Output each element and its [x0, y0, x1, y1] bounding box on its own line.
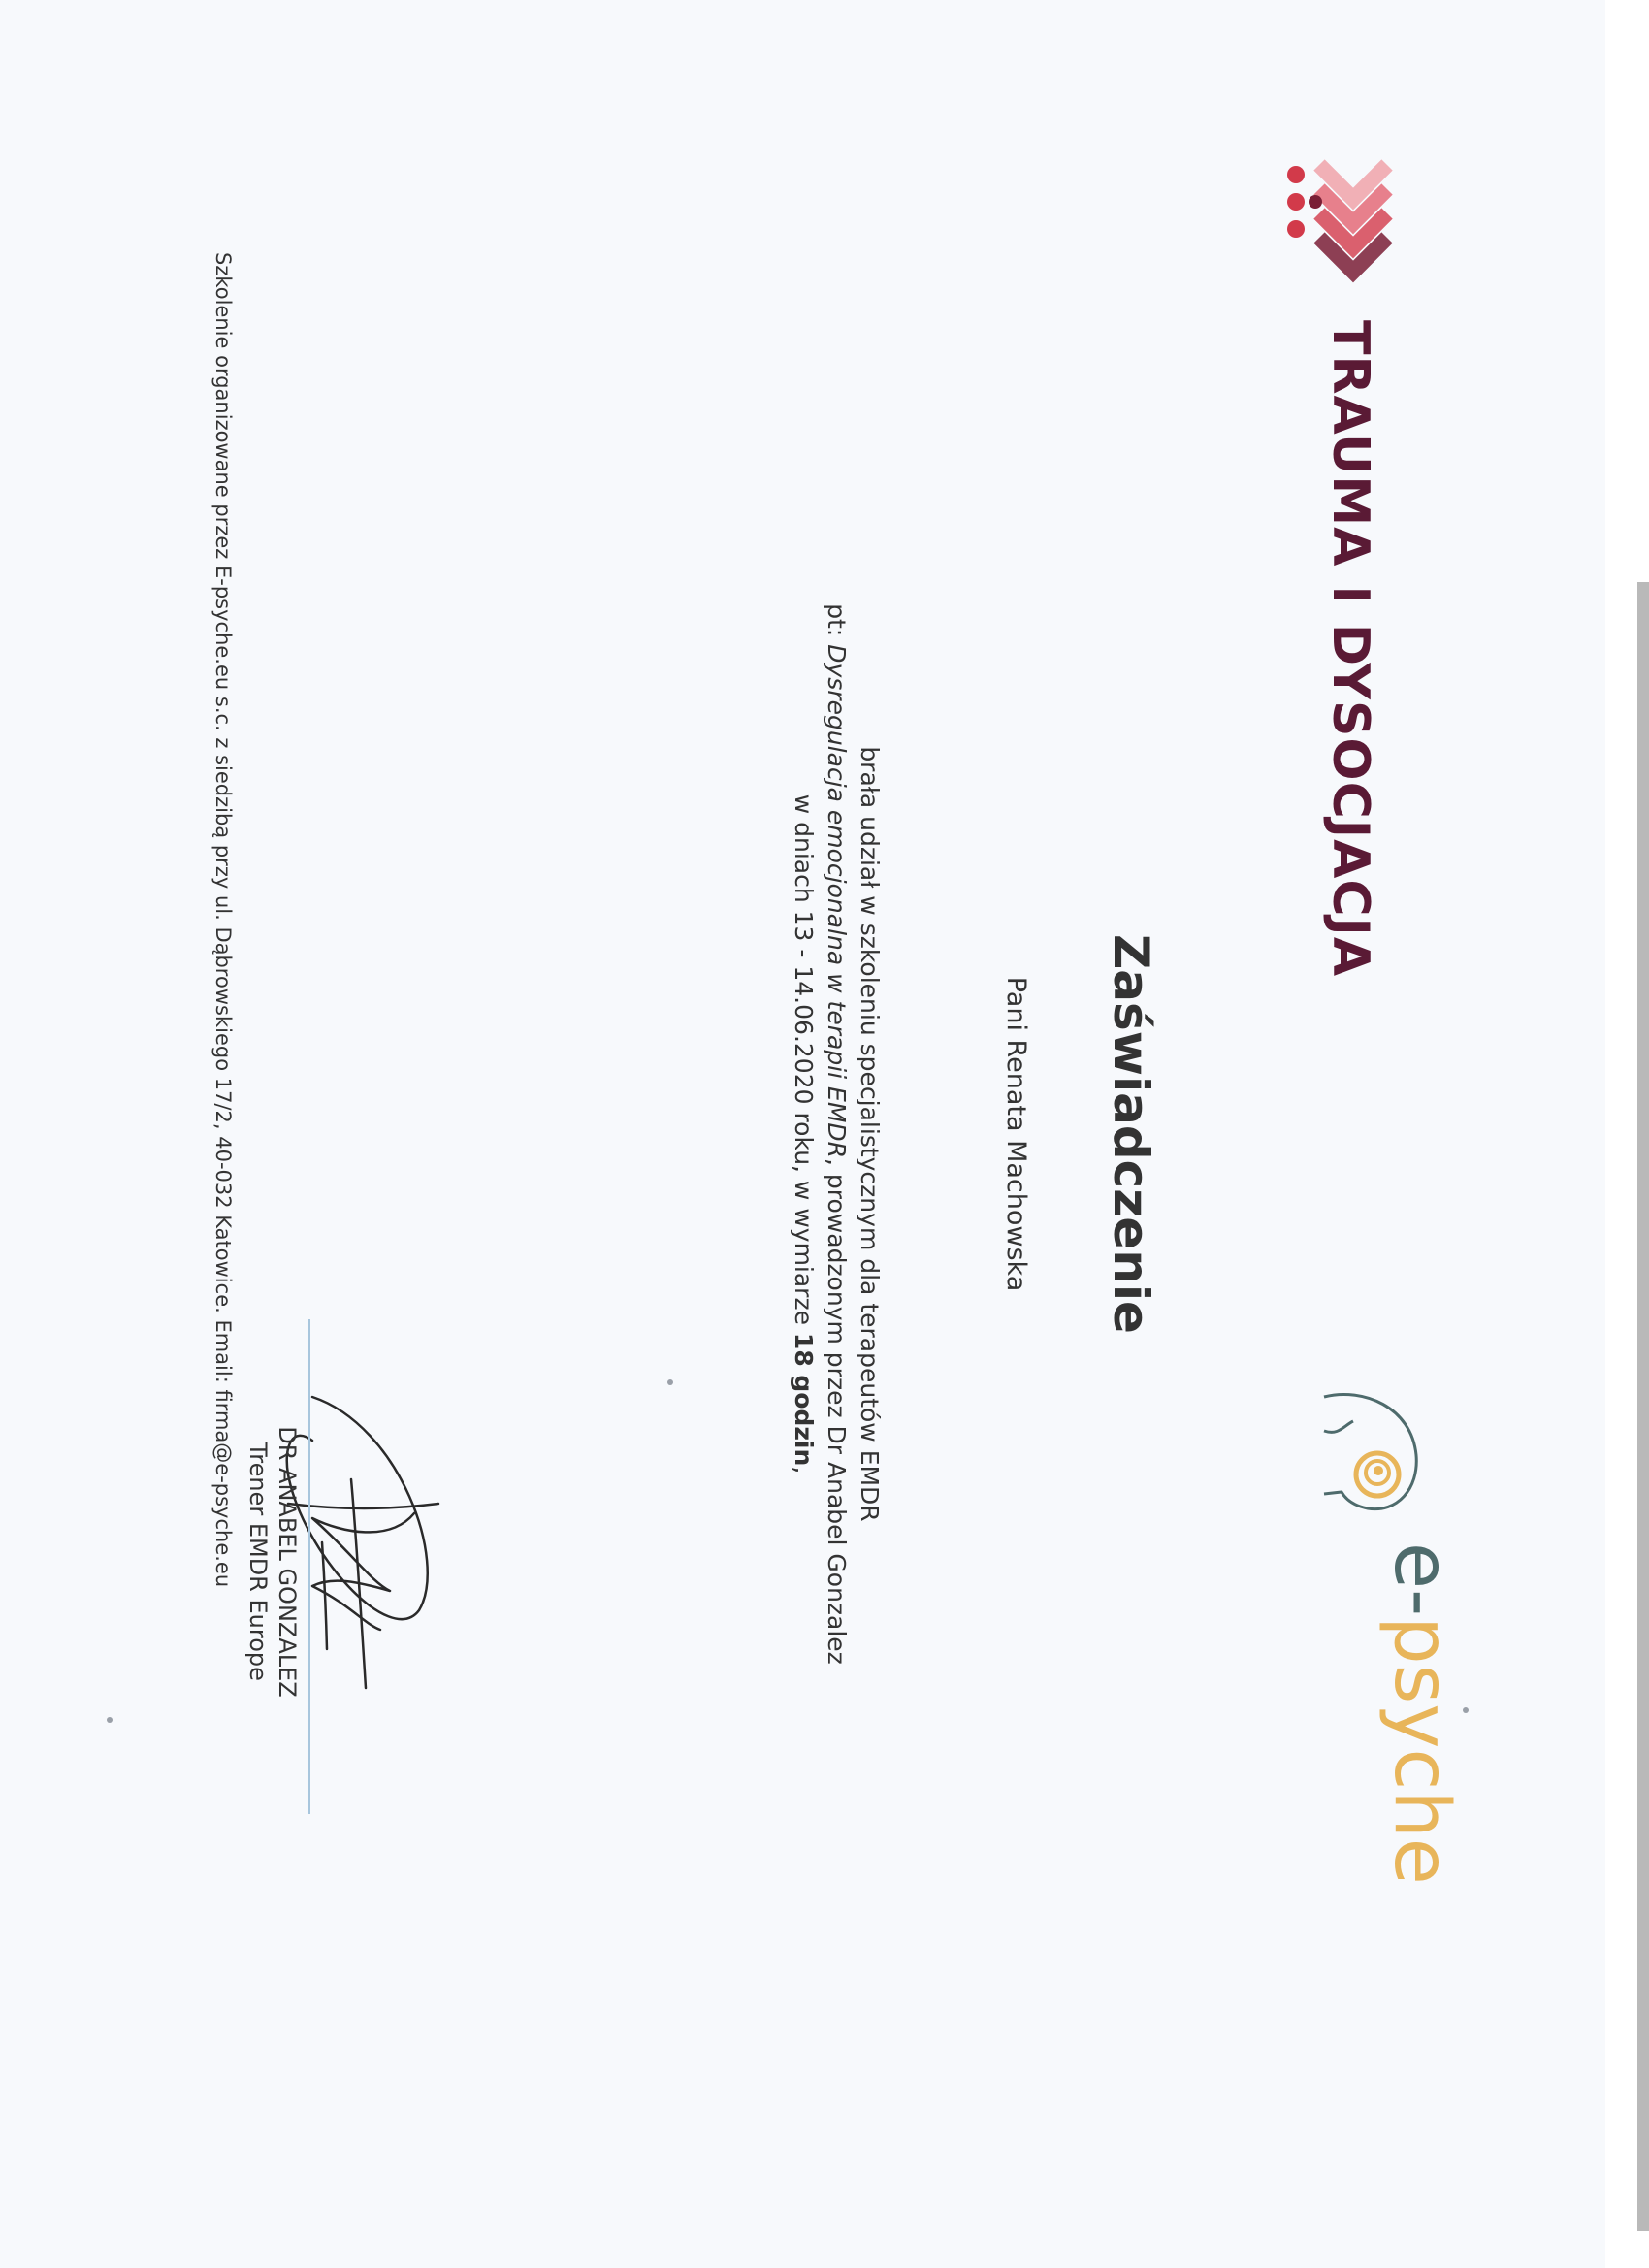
epsyche-logo-text: [1377, 1542, 1465, 1885]
signer-role: Trener EMDR Europe: [244, 1442, 272, 1681]
epsyche-logo-e: e-: [1377, 1542, 1465, 1617]
signer-name: DR ANABEL GONZALEZ: [274, 1426, 301, 1698]
trauma-logo-icon: [1280, 146, 1416, 301]
dates-prefix: w dniach 13 - 14.06.2020 roku, w wymiarze: [790, 794, 818, 1333]
body-line-dates: [787, 0, 820, 2268]
handwritten-signature: [274, 1387, 458, 1698]
epsyche-head-icon: [1314, 1377, 1431, 1523]
course-prefix: pt:: [823, 603, 851, 645]
signature-line: [308, 1319, 310, 1814]
organizer-footer: Szkolenie organizowane przez E-psyche.eu s.c. z siedzibą przy ul. Dąbrowskiego 17/2, 40-032 Katowice. Email: firma@e-psyche.eu: [211, 252, 235, 1588]
course-suffix: , prowadzonym przez Dr Anabel Gonzalez: [823, 1158, 851, 1665]
training-hours: 18 godzin: [790, 1332, 818, 1467]
body-line-course: [820, 0, 853, 2268]
dates-suffix: ,: [790, 1466, 818, 1474]
certificate-body: [787, 0, 886, 2268]
brand-title: TRAUMA I DYSOCJACJA: [1321, 320, 1379, 978]
course-name: Dysregulacja emocjonalna w terapii EMDR: [823, 644, 851, 1159]
certificate-title: Zaświadczenie: [1103, 934, 1159, 1334]
epsyche-logo-rest: psyche: [1377, 1616, 1465, 1885]
recipient-name: Pani Renata Machowska: [1001, 976, 1031, 1292]
body-line-participation: brała udział w szkoleniu specjalistycznym dla terapeutów EMDR: [856, 746, 884, 1522]
